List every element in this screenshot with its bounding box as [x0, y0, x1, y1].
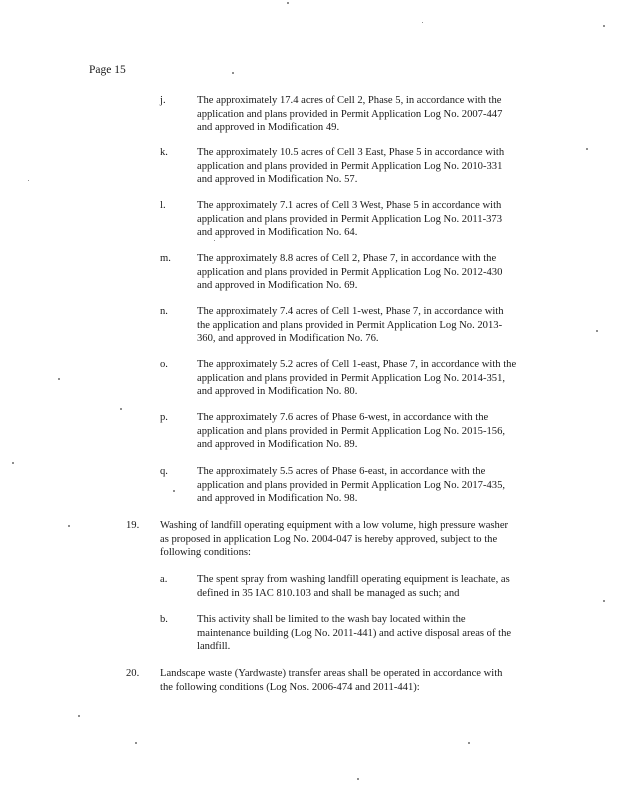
text-line: and approved in Modification No. 89. [197, 439, 358, 451]
text-line: The approximately 7.4 acres of Cell 1-west, Phase 7, in accordance with [197, 306, 504, 317]
item-letter: q. [160, 466, 168, 477]
text-line: application and plans provided in Permit Application Log No. 2011-373 [197, 213, 503, 225]
text-line: the following conditions (Log Nos. 2006-474 and 2011-441): [160, 681, 420, 693]
text-line: Landscape waste (Yardwaste) transfer areas shall be operated in accordance with [160, 668, 503, 679]
item-text [197, 305, 557, 346]
text-line: defined in 35 IAC 810.103 and shall be managed as such; and [197, 587, 460, 599]
scan-speck [28, 180, 29, 181]
item-number: 19. [126, 520, 140, 531]
text-line: This activity shall be limited to the wash bay located within the [197, 614, 466, 625]
text-line: The approximately 5.2 acres of Cell 1-east, Phase 7, in accordance with the [197, 359, 517, 370]
item-text [197, 358, 557, 399]
item-text [197, 94, 557, 135]
text-line: and approved in Modification No. 80. [197, 386, 358, 398]
scan-speck [586, 148, 588, 150]
text-line: application and plans provided in Permit Application Log No. 2014-351, [197, 372, 506, 384]
text-line: Washing of landfill operating equipment with a low volume, high pressure washer [160, 520, 509, 531]
text-line: application and plans provided in Permit Application Log No. 2010-331 [197, 160, 503, 172]
text-line: landfill. [197, 641, 231, 653]
scan-speck [232, 72, 234, 74]
item-text [197, 573, 553, 600]
scan-speck [173, 490, 175, 492]
text-line: application and plans provided in Permit Application Log No. 2015-156, [197, 425, 506, 437]
text-line: The spent spray from washing landfill operating equipment is leachate, as [197, 574, 510, 585]
item-number: 20. [126, 668, 140, 679]
scan-speck [468, 742, 470, 744]
text-line: and approved in Modification No. 98. [197, 493, 358, 505]
scan-speck [603, 600, 605, 602]
text-line: and approved in Modification No. 57. [197, 174, 358, 186]
item-text [197, 613, 553, 654]
text-line: maintenance building (Log No. 2011-441) and active disposal areas of the [197, 627, 512, 639]
text-line: application and plans provided in Permit Application Log No. 2012-430 [197, 266, 503, 278]
item-text [197, 465, 557, 506]
text-line: and approved in Modification 49. [197, 122, 340, 134]
item-text [197, 252, 557, 293]
text-line: 360, and approved in Modification No. 76. [197, 333, 379, 345]
item-letter: j. [160, 95, 166, 106]
scan-speck [357, 778, 359, 780]
item-text [160, 519, 552, 560]
item-letter: p. [160, 412, 168, 423]
page-number: Page 15 [89, 64, 126, 76]
scan-speck [120, 408, 122, 410]
text-line: application and plans provided in Permit Application Log No. 2017-435, [197, 479, 506, 491]
scan-speck [135, 742, 137, 744]
item-text [197, 146, 557, 187]
text-line: The approximately 10.5 acres of Cell 3 East, Phase 5 in accordance with [197, 147, 505, 158]
scan-speck [422, 22, 423, 23]
scan-speck [287, 2, 289, 4]
scan-speck [12, 462, 14, 464]
item-letter: b. [160, 614, 168, 625]
text-line: and approved in Modification No. 69. [197, 280, 358, 292]
scan-speck [58, 378, 60, 380]
item-text [160, 667, 552, 694]
scan-speck [214, 240, 215, 241]
text-line: the application and plans provided in Permit Application Log No. 2013- [197, 319, 503, 331]
item-text [197, 199, 557, 240]
scan-speck [78, 715, 80, 717]
scan-speck [603, 25, 605, 27]
text-line: The approximately 8.8 acres of Cell 2, Phase 7, in accordance with the [197, 253, 497, 264]
item-text [197, 411, 557, 452]
text-line: application and plans provided in Permit Application Log No. 2007-447 [197, 108, 503, 120]
item-letter: n. [160, 306, 168, 317]
text-line: following conditions: [160, 547, 251, 559]
text-line: The approximately 17.4 acres of Cell 2, Phase 5, in accordance with the [197, 95, 502, 106]
item-letter: o. [160, 359, 168, 370]
item-letter: k. [160, 147, 168, 158]
text-line: The approximately 7.6 acres of Phase 6-west, in accordance with the [197, 412, 489, 423]
scan-speck [68, 525, 70, 527]
text-line: The approximately 5.5 acres of Phase 6-east, in accordance with the [197, 466, 486, 477]
scan-speck [596, 330, 598, 332]
item-letter: a. [160, 574, 168, 585]
text-line: and approved in Modification No. 64. [197, 227, 358, 239]
item-letter: m. [160, 253, 171, 264]
item-letter: l. [160, 200, 166, 211]
text-line: as proposed in application Log No. 2004-047 is hereby approved, subject to the [160, 533, 498, 545]
text-line: The approximately 7.1 acres of Cell 3 West, Phase 5 in accordance with [197, 200, 502, 211]
